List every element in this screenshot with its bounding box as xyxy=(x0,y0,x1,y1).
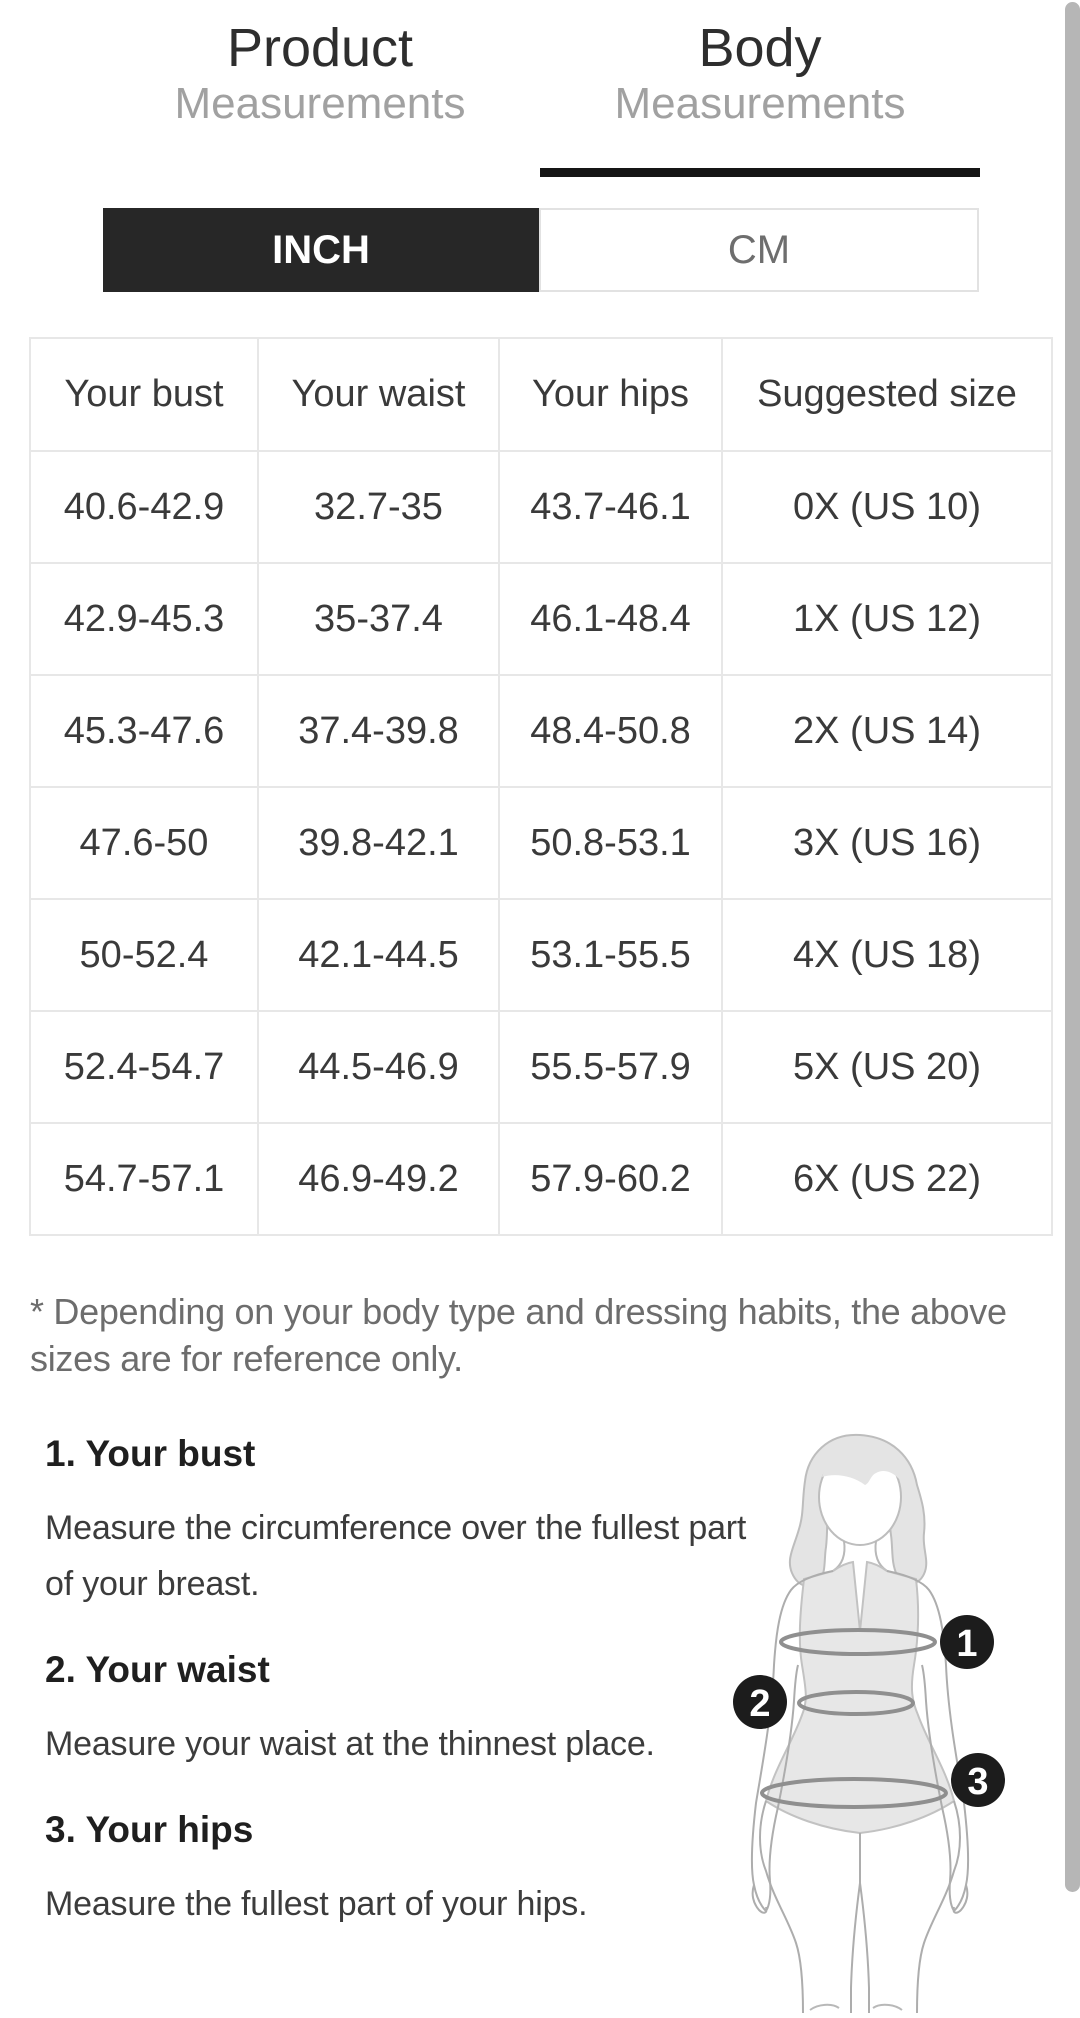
instruction-hips-heading: 3. Your hips xyxy=(45,1809,254,1850)
cell-size: 6X (US 22) xyxy=(722,1123,1052,1235)
cell-size: 5X (US 20) xyxy=(722,1011,1052,1123)
table-row xyxy=(30,899,1052,1011)
size-chart-table xyxy=(29,337,1053,1236)
cell-bust: 42.9-45.3 xyxy=(30,563,258,675)
figure-feet-marks xyxy=(810,2005,902,2010)
tab-body-subtitle: Measurements xyxy=(614,79,906,128)
cell-bust: 45.3-47.6 xyxy=(30,675,258,787)
table-row xyxy=(30,675,1052,787)
svg-text:1: 1 xyxy=(956,1623,978,1665)
body-measurement-figure xyxy=(700,1413,1060,2013)
cell-hips: 50.8-53.1 xyxy=(499,787,722,899)
figure-right-hand xyxy=(950,1881,968,1913)
hips-marker-badge xyxy=(951,1753,1005,1807)
svg-text:2: 2 xyxy=(749,1683,771,1725)
measurement-tabs xyxy=(100,18,980,177)
cell-waist: 42.1-44.5 xyxy=(258,899,499,1011)
instruction-hips-text: Measure the fullest part of your hips. xyxy=(45,1885,588,1923)
unit-cm-button[interactable]: CM xyxy=(539,208,979,292)
tab-product-title: Product xyxy=(226,18,414,78)
cell-size: 4X (US 18) xyxy=(722,899,1052,1011)
measuring-instructions xyxy=(45,1430,755,1966)
instruction-bust-heading: 1. Your bust xyxy=(45,1433,256,1474)
cell-waist: 37.4-39.8 xyxy=(258,675,499,787)
table-row xyxy=(30,451,1052,563)
table-row xyxy=(30,1123,1052,1235)
cell-hips: 57.9-60.2 xyxy=(499,1123,722,1235)
tab-body-title: Body xyxy=(698,18,822,78)
waist-marker-badge xyxy=(733,1675,787,1729)
svg-text:3: 3 xyxy=(967,1761,989,1803)
cell-waist: 44.5-46.9 xyxy=(258,1011,499,1123)
header-suggested-size: Suggested size xyxy=(722,338,1052,451)
header-your-hips: Your hips xyxy=(499,338,722,451)
cell-hips: 55.5-57.9 xyxy=(499,1011,722,1123)
cell-size: 0X (US 10) xyxy=(722,451,1052,563)
tab-body-measurements[interactable] xyxy=(540,18,980,177)
instruction-waist-text: Measure your waist at the thinnest place. xyxy=(45,1725,655,1763)
cell-hips: 46.1-48.4 xyxy=(499,563,722,675)
table-row xyxy=(30,563,1052,675)
instruction-waist-heading: 2. Your waist xyxy=(45,1649,270,1690)
cell-waist: 46.9-49.2 xyxy=(258,1123,499,1235)
figure-left-hand xyxy=(753,1881,771,1913)
bust-marker-badge xyxy=(940,1615,994,1669)
unit-inch-button[interactable]: INCH xyxy=(103,208,539,292)
tab-product-subtitle: Measurements xyxy=(174,79,466,128)
cell-bust: 54.7-57.1 xyxy=(30,1123,258,1235)
cell-waist: 39.8-42.1 xyxy=(258,787,499,899)
cell-bust: 50-52.4 xyxy=(30,899,258,1011)
cell-hips: 43.7-46.1 xyxy=(499,451,722,563)
header-your-waist: Your waist xyxy=(258,338,499,451)
figure-inner-legs xyxy=(851,1833,869,2013)
cell-size: 3X (US 16) xyxy=(722,787,1052,899)
cell-size: 1X (US 12) xyxy=(722,563,1052,675)
cell-bust: 40.6-42.9 xyxy=(30,451,258,563)
cell-bust: 47.6-50 xyxy=(30,787,258,899)
table-row xyxy=(30,787,1052,899)
unit-toggle xyxy=(103,208,979,292)
tab-product-measurements[interactable] xyxy=(100,18,540,177)
cell-size: 2X (US 14) xyxy=(722,675,1052,787)
size-disclaimer-note: * Depending on your body type and dressing habits, the above sizes are for reference only. xyxy=(30,1291,1007,1379)
cell-hips: 53.1-55.5 xyxy=(499,899,722,1011)
cell-waist: 32.7-35 xyxy=(258,451,499,563)
cell-bust: 52.4-54.7 xyxy=(30,1011,258,1123)
cell-hips: 48.4-50.8 xyxy=(499,675,722,787)
scrollbar-thumb[interactable] xyxy=(1065,2,1080,1892)
table-row xyxy=(30,1011,1052,1123)
cell-waist: 35-37.4 xyxy=(258,563,499,675)
table-header-row xyxy=(30,338,1052,451)
instruction-bust-text: Measure the circumference over the fullest part of your breast. xyxy=(45,1509,747,1603)
body-figure-illustration xyxy=(700,1413,1060,2013)
header-your-bust: Your bust xyxy=(30,338,258,451)
